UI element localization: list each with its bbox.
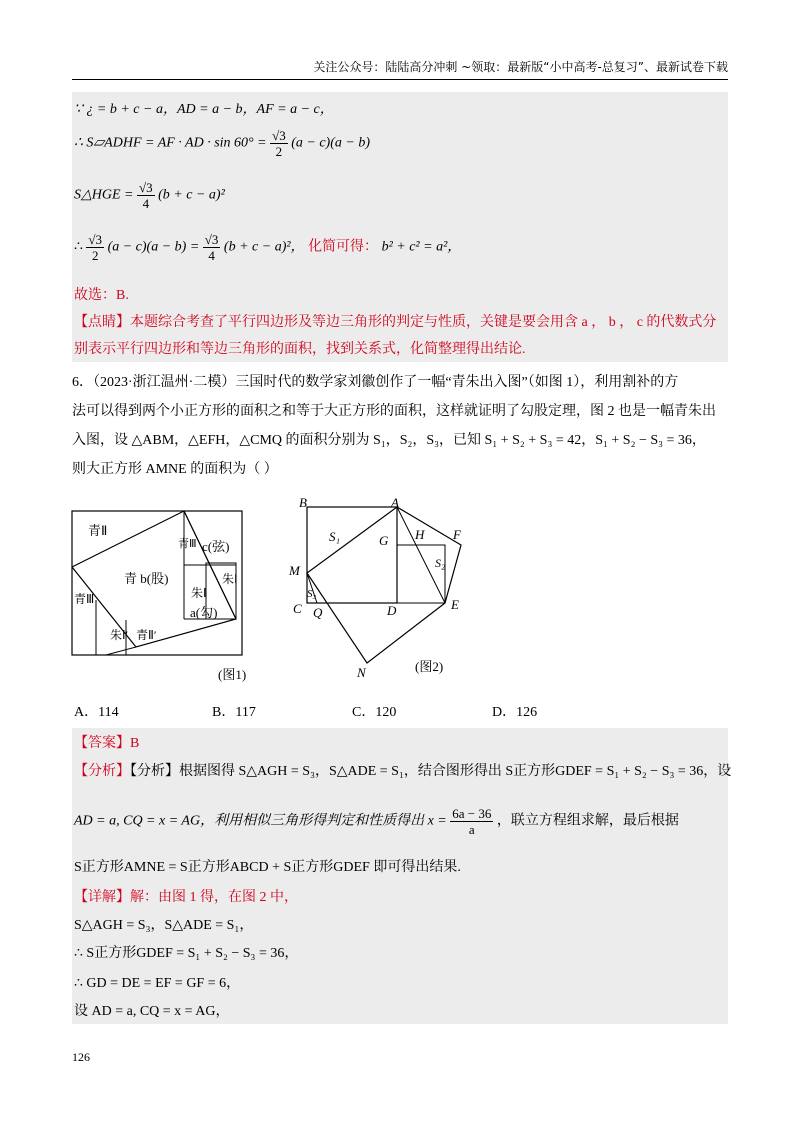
solution-line-4: ∴ $\frac{√3}{2}$ (a − c)(a − b) = $\frac{√3}{4}$ (b + c − a)²， 化简可得： b² + c² = a²， [74, 232, 462, 263]
fig1-label-gu: 青 b(股) [124, 571, 169, 586]
fraction: $\frac{√3}{4}$ [204, 232, 219, 263]
fig1-label-qing2: 青Ⅱ [88, 523, 108, 538]
fig2-label-G: G [379, 533, 389, 548]
question-6 [72, 368, 728, 484]
detail-line-3: ∴ S正方形GDEF = S₁ + S₂ − S₃ = 36， [74, 946, 299, 961]
analysis-line-1: 【分析】【分析】根据图得 S△AGH = S₃，S△ADE = S₁，结合图形得出 S正方形GDEF = S₁ + S₂ − S₃ = 36，设 [74, 764, 732, 779]
analysis-line-2: AD = a, CQ = x = AG，利用相似三角形得判定和性质得出 x = $\frac{6a - 36}{a}$ ，联立方程组求解，最后根据 [74, 806, 679, 837]
fig1-label-zhu1: 朱Ⅰ [191, 586, 207, 600]
solution-answer: 故选：B. [74, 288, 129, 303]
analysis-line-3: S正方形AMNE = S正方形ABCD + S正方形GDEF 即可得出结果. [74, 860, 461, 875]
fig2-label-S2: S₂ [435, 556, 446, 570]
solution-line-2: ∴ S▱ADHF = AF · AD · sin 60° = $\frac{√3}{2}$ (a − c)(a − b) [74, 128, 370, 159]
question-line-2: 法可以得到两个小正方形的面积之和等于大正方形的面积，这样就证明了勾股定理，图 2 也是一幅青朱出 [72, 404, 716, 419]
detail-line-5: 设 AD = a, CQ = x = AG， [74, 1004, 230, 1019]
fraction: $\frac{√3}{2}$ [272, 128, 286, 159]
fig2-label-F: F [453, 527, 461, 542]
fig1-label-zhu1p: 朱Ⅰ′ [110, 628, 129, 642]
fig1-caption: (图1) [218, 667, 246, 682]
fig1-label-zhu1b: 朱Ⅰ [222, 572, 238, 586]
fig2-label-N: N [357, 665, 366, 680]
comment-line-1: 【点睛】本题综合考查了平行四边形及等边三角形的判定与性质，关键是要会用含 a ， b ， c 的代数式分 [74, 315, 717, 330]
choice-a[interactable]: A．114 [74, 705, 119, 720]
figure-2 [285, 495, 485, 685]
fig2-label-S1: S₁ [329, 529, 341, 544]
question-line-4: 则大正方形 AMNE 的面积为（ ） [72, 462, 278, 477]
fig1-label-qing2p: 青Ⅱ′ [136, 628, 157, 642]
solution-line-3: S△HGE = $\frac{√3}{4}$ (b + c − a)² [74, 180, 225, 211]
fig2-label-A: A [391, 495, 399, 510]
page-header: 关注公众号：陆陆高分冲刺 ~领取：最新版“小中高考-总复习”、最新试卷下载 [72, 58, 728, 80]
choice-b[interactable]: B．117 [212, 705, 256, 720]
fig1-label-xian: c(弦) [202, 539, 230, 554]
fig2-caption: (图2) [415, 659, 444, 674]
detail-line-2: S△AGH = S₃，S△ADE = S₁， [74, 918, 254, 933]
fraction: $\frac{6a - 36}{a}$ [452, 806, 492, 837]
question-line-1: 6．（2023·浙江温州·二模）三国时代的数学家刘徽创作了一幅“青朱出入图”（如图 1），利用割补的方 [72, 375, 679, 390]
fig2-label-D: D [387, 603, 397, 618]
comment-line-2: 别表示平行四边形和等边三角形的面积，找到关系式，化简整理得出结论. [74, 342, 526, 357]
fig2-label-Q: Q [313, 605, 323, 620]
fig1-label-qing3: 青Ⅲ [74, 592, 95, 606]
fraction: $\frac{√3}{2}$ [88, 232, 103, 263]
fig2-label-B: B [299, 495, 307, 510]
figure-1 [66, 505, 246, 685]
question-line-3: 入图，设 △ABM，△EFH，△CMQ 的面积分别为 S₁，S₂，S₃，已知 S₁ + S₂ + S₃ = 42，S₁ + S₂ − S₃ = 36， [72, 433, 706, 448]
page-number: 126 [72, 1050, 90, 1064]
solution-line-1: ∵ ¿ = b + c − a，AD = a − b，AF = a − c， [74, 102, 334, 117]
fig2-label-S3: S₃ [307, 588, 317, 600]
choice-c[interactable]: C．120 [352, 705, 397, 720]
choice-d[interactable]: D．126 [492, 705, 538, 720]
detail-line-4: ∴ GD = DE = EF = GF = 6， [74, 976, 241, 991]
fig1-label-gou: a(勾) [190, 605, 218, 620]
fig2-label-C: C [293, 601, 302, 616]
answer-line: 【答案】B [74, 736, 140, 751]
fig2-label-H: H [415, 527, 425, 542]
fig1-label-qing3b: 青Ⅲ [178, 538, 197, 550]
fig2-label-E: E [451, 597, 459, 612]
detail-line-1: 【详解】解：由图 1 得，在图 2 中， [74, 890, 298, 905]
fraction: $\frac{√3}{4}$ [139, 180, 153, 211]
fig2-label-M: M [289, 563, 300, 578]
